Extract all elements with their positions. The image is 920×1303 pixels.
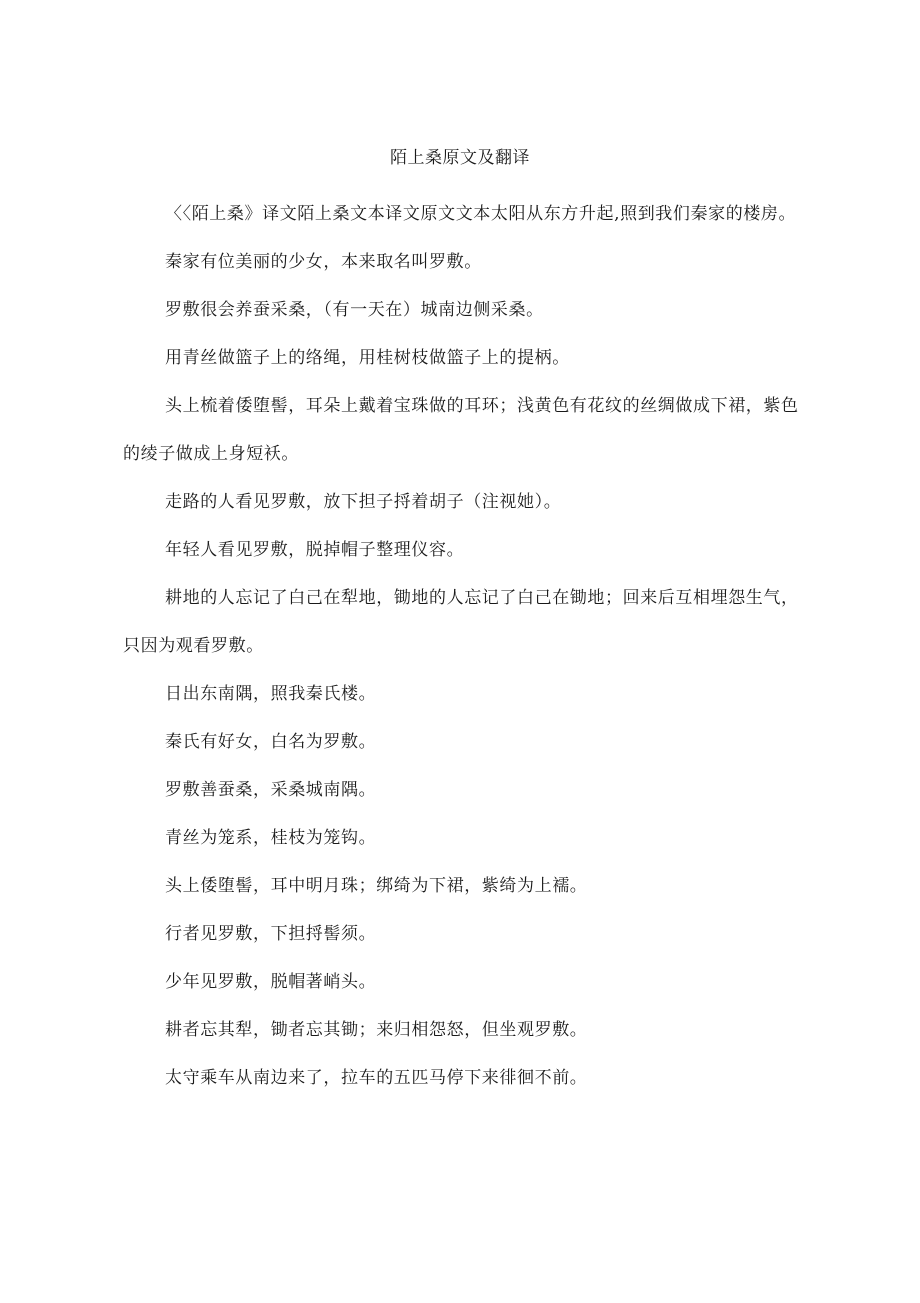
paragraph: 青丝为笼系，桂枝为笼钩。 <box>165 828 377 848</box>
paragraph: 走路的人看见罗敷，放下担子捋着胡子（注视她）。 <box>165 492 562 512</box>
paragraph: 秦家有位美丽的少女，本来取名叫罗敷。 <box>165 252 482 272</box>
paragraph: 日出东南隅，照我秦氏楼。 <box>165 684 377 704</box>
paragraph: 罗敷很会养蚕采桑，（有一天在）城南边侧采桑。 <box>165 300 544 320</box>
paragraph: 少年见罗敷，脱帽著峭头。 <box>165 972 377 992</box>
paragraph: 用青丝做篮子上的络绳，用桂树枝做篮子上的提柄。 <box>165 348 570 368</box>
paragraph: 年轻人看见罗敷，脱掉帽子整理仪容。 <box>165 540 465 560</box>
paragraph: 头上梳着倭堕髻，耳朵上戴着宝珠做的耳环；浅黄色有花纹的丝绸做成下裙，紫色的绫子做成上身短袄。 <box>123 396 799 464</box>
paragraph: 〈〈陌上桑》译文陌上桑文本译文原文文本太阳从东方升起,照到我们秦家的楼房。 <box>165 204 797 224</box>
page-title: 陌上桑原文及翻译 <box>390 148 530 168</box>
paragraph: 秦氏有好女，白名为罗敷。 <box>165 732 377 752</box>
paragraph: 罗敷善蚕桑，采桑城南隅。 <box>165 780 377 800</box>
paragraph: 耕地的人忘记了白己在犁地，锄地的人忘记了白己在锄地；回来后互相埋怨生气，只因为观看罗敷。 <box>123 588 799 656</box>
paragraph: 太守乘车从南边来了，拉车的五匹马停下来徘徊不前。 <box>165 1068 588 1088</box>
document-body <box>123 190 799 1102</box>
paragraph: 耕者忘其犁，锄者忘其锄；来归相怨怒，但坐观罗敷。 <box>165 1020 588 1040</box>
paragraph: 行者见罗敷，下担捋髻须。 <box>165 924 377 944</box>
paragraph: 头上倭堕髻，耳中明月珠；绑绮为下裙，紫绮为上襦。 <box>165 876 588 896</box>
